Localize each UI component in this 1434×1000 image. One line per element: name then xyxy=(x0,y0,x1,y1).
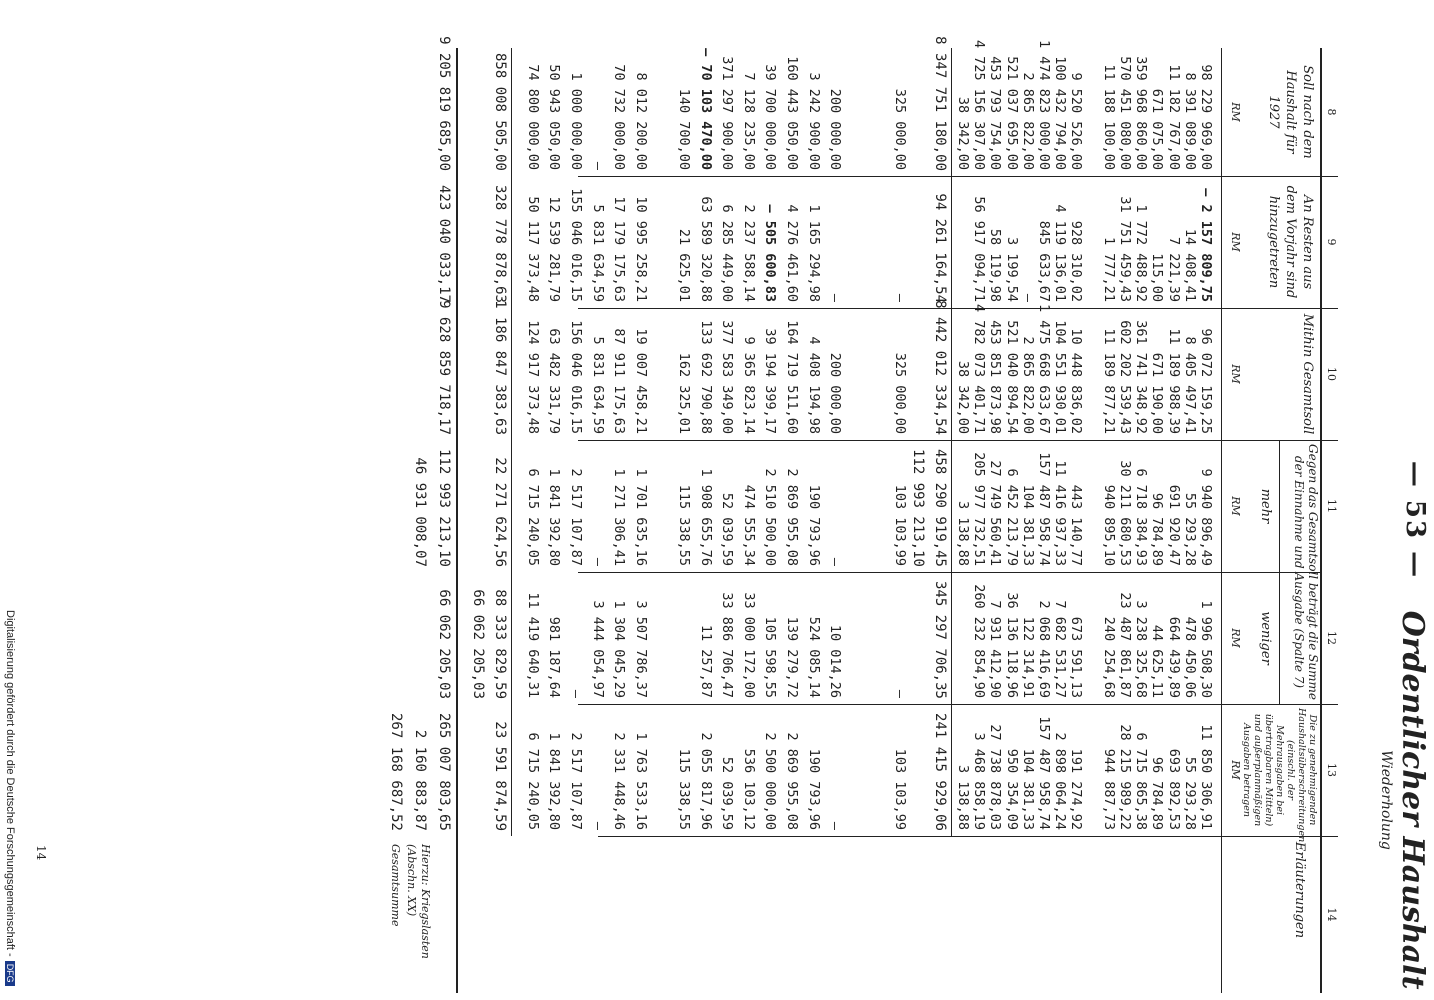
col-divider xyxy=(578,704,1338,705)
grand-total-col13: 265 007 803,65 xyxy=(436,712,452,831)
section-a-col13-cell: 191 274,92 xyxy=(1068,748,1085,830)
section-a-col10-cell: 10 448 836,02 xyxy=(1068,328,1085,434)
section-a-col13-cell: 157 487 958,74 xyxy=(1036,716,1052,830)
section-b-col8-cell: — 70 103 470,00 xyxy=(697,48,714,170)
section-b-col13-cell: 536 103,12 xyxy=(740,748,757,830)
colnum-9: 9 xyxy=(1325,238,1338,246)
section-b-col9-cell: 12 539 281,79 xyxy=(546,196,563,302)
column-number-row xyxy=(1320,48,1338,993)
section-b-col11-cell: 190 793,96 xyxy=(805,484,822,566)
section-b-col12-cell: 10 014,26 xyxy=(827,624,844,698)
section-b-col13-cell: 6 715 240,05 xyxy=(524,732,541,830)
section-b-col11-cell: 1 701 635,16 xyxy=(632,468,649,566)
footnote-gesamt: Gesamtsumme xyxy=(389,844,402,927)
col8-heading: Soll nach dem Haushalt für 1927 xyxy=(1266,65,1315,159)
section-b-col9-cell: 6 285 449,00 xyxy=(719,204,736,302)
section-b-col12-cell: 11 257,87 xyxy=(697,624,714,698)
section-a-col12-cell: 36 136 118,96 xyxy=(1003,592,1020,698)
col-divider xyxy=(578,572,1322,573)
section-b-col12-cell: 33 886 706,47 xyxy=(719,592,736,698)
section-a-col8-cell: 11 188 100,00 xyxy=(1100,64,1117,170)
section-b-col12-cell: 139 279,72 xyxy=(784,616,800,698)
section-a-col8-cell: 671 075,00 xyxy=(1149,88,1166,170)
section-b-col10-cell: 200 000,00 xyxy=(827,352,844,434)
section-b-col13-cell: 103 103,99 xyxy=(892,748,908,830)
section-a-col10-cell: 11 189 988,39 xyxy=(1165,328,1182,434)
section-b-col13-cell: 1 841 392,80 xyxy=(546,732,563,830)
section-a-col8-cell: 1 474 823 000,00 xyxy=(1036,39,1052,170)
subtotal-b-col8: 858 008 505,00 xyxy=(492,52,508,171)
section-a-col10-cell: 96 072 159,25 xyxy=(1198,328,1214,434)
section-a-col13-cell: 11 850 306,91 xyxy=(1198,724,1214,830)
section-b-col9-cell: 1 165 294,98 xyxy=(805,204,822,302)
col13-unit: RM xyxy=(1229,760,1242,780)
grand-total-col12: 66 062 205,03 xyxy=(436,589,452,699)
section-a-col10-cell: 521 040 894,54 xyxy=(1003,320,1020,434)
section-a-col12-cell: 240 254,68 xyxy=(1100,616,1117,698)
section-b-col9-cell: 63 589 320,88 xyxy=(697,196,714,302)
header-rule xyxy=(1221,48,1222,993)
section-a-col12-cell: 23 487 861,87 xyxy=(1117,592,1133,698)
section-b-col13-cell: — xyxy=(827,821,844,830)
colnum-11: 11 xyxy=(1325,499,1338,513)
section-b-col8-cell: 50 943 050,00 xyxy=(546,64,563,170)
section-b-col10-cell: 5 831 634,59 xyxy=(589,336,606,434)
section-a-col9-cell: 58 119,98 xyxy=(987,228,1004,302)
section-a-col8-cell: 8 391 089,00 xyxy=(1181,72,1198,170)
section-a-col10-cell: 2 865 822,00 xyxy=(1019,336,1036,434)
subtotal-a-col8: 8 347 751 180,00 xyxy=(932,36,948,171)
section-a-col11-cell: 6 452 213,79 xyxy=(1003,468,1020,566)
section-b-col11-cell: 1 271 306,41 xyxy=(611,468,628,566)
grand-total-rule xyxy=(456,48,458,993)
section-a-col8-cell: 521 037 695,00 xyxy=(1003,56,1020,170)
section-a-col13-cell: 950 354,09 xyxy=(1003,748,1020,830)
grand-total-col13-sum: 267 168 687,52 xyxy=(388,712,404,831)
col12-unit: RM xyxy=(1229,628,1242,648)
digitization-note xyxy=(4,610,16,1000)
section-b-col13-cell: 2 869 955,08 xyxy=(784,732,800,830)
subtotal-a-rule xyxy=(951,48,952,836)
col14-heading: Erläuterungen xyxy=(1292,841,1307,939)
col9-heading: An Resten aus dem Vorjahr sind hinzugetreten xyxy=(1266,185,1315,299)
section-a-col8-cell: 570 451 080,00 xyxy=(1117,56,1133,170)
col10-heading: Mithin Gesamtsoll xyxy=(1300,313,1315,435)
section-b-col11-cell: 2 869 955,08 xyxy=(784,468,800,566)
subtotal-b-col9: 328 778 878,63 xyxy=(492,184,508,303)
section-a-col9-cell: 928 310,02 xyxy=(1068,220,1085,302)
section-a-col13-cell: 693 892,53 xyxy=(1165,748,1182,830)
page-subtitle: Wiederholung xyxy=(1378,750,1394,850)
section-b-col8-cell: — xyxy=(589,161,606,170)
col-divider xyxy=(578,308,1338,309)
colnum-13: 13 xyxy=(1325,763,1338,777)
section-a-col10-cell: 104 551 930,01 xyxy=(1052,320,1069,434)
section-b-col12-cell: — xyxy=(892,689,908,698)
section-a-col10-cell: 453 851 873,98 xyxy=(987,320,1004,434)
section-a-col9-cell: 3 199,54 xyxy=(1003,236,1020,302)
section-a-col12-cell: 3 238 325,68 xyxy=(1133,600,1150,698)
section-a-col12-cell: 122 314,91 xyxy=(1019,616,1036,698)
section-b-col9-cell: 4 276 461,60 xyxy=(784,204,800,302)
section-b-col9-cell: 21 625,01 xyxy=(676,228,692,302)
section-b-col8-cell: 325 000,00 xyxy=(892,88,908,170)
section-a-col13-cell: 55 293,28 xyxy=(1181,756,1198,830)
section-a-col9-cell: 7 221,39 xyxy=(1165,236,1182,302)
section-a-col9-cell: 845 633,67 xyxy=(1036,220,1052,302)
section-b-col8-cell: 160 443 050,00 xyxy=(784,56,800,170)
section-a-col9-cell: — 2 157 809,75 xyxy=(1198,188,1214,302)
group-heading: Gegen das Gesamtsoll beträgt die Summe der Einnahme und Ausgabe (Spalte 7) xyxy=(1292,444,1320,700)
colnum-14: 14 xyxy=(1325,907,1338,922)
col11-unit: RM xyxy=(1229,496,1242,516)
subtotal-a-diff: 112 993 213,10 xyxy=(910,448,926,567)
section-a-col12-cell: 1 996 508,30 xyxy=(1198,600,1214,698)
section-b-col10-cell: 19 007 458,21 xyxy=(632,328,649,434)
section-b-col10-cell: 39 194 399,17 xyxy=(762,328,779,434)
subtotal-b-col12: 88 333 829,59 xyxy=(492,589,508,699)
section-a-col13-cell: 3 138,88 xyxy=(955,764,971,830)
section-a-col12-cell: 44 625,11 xyxy=(1149,624,1166,698)
section-a-col11-cell: 443 140,77 xyxy=(1068,484,1085,566)
section-b-col10-cell: 162 325,01 xyxy=(676,352,692,434)
section-a-col13-cell: 2 898 064,24 xyxy=(1052,732,1069,830)
section-a-col8-cell: 359 968 860,00 xyxy=(1133,56,1150,170)
section-b-col8-cell: 70 732 000,00 xyxy=(611,64,628,170)
section-a-col11-cell: 96 784,89 xyxy=(1149,492,1166,566)
section-b-col11-cell: 2 510 500,00 xyxy=(762,468,779,566)
section-b-col9-cell: 5 831 634,59 xyxy=(589,204,606,302)
section-a-col8-cell: 100 432 794,00 xyxy=(1052,56,1069,170)
section-a-col10-cell: 8 405 497,41 xyxy=(1181,336,1198,434)
section-b-col8-cell: 3 242 900,00 xyxy=(805,72,822,170)
section-a-col8-cell: 453 793 754,00 xyxy=(987,56,1004,170)
page-mark: 14 xyxy=(34,845,48,861)
section-a-col9-cell: — xyxy=(1019,293,1036,302)
budget-table xyxy=(100,36,1338,993)
section-b-col12-cell: 105 598,55 xyxy=(762,616,779,698)
section-a-col10-cell: 11 189 877,21 xyxy=(1100,328,1117,434)
section-a-col10-cell: 4 782 073 401,71 xyxy=(971,303,988,434)
section-b-col12-cell: 3 444 054,97 xyxy=(589,600,606,698)
section-a-col10-cell: 602 202 539,43 xyxy=(1117,320,1133,434)
section-a-col13-cell: 6 715 865,38 xyxy=(1133,732,1150,830)
section-b-col11-cell: 103 103,99 xyxy=(892,484,908,566)
section-a-col11-cell: 157 487 958,74 xyxy=(1036,452,1052,566)
section-a-col12-cell: 2 068 416,69 xyxy=(1036,600,1052,698)
section-a-col8-cell: 38 342,00 xyxy=(955,96,971,170)
group-rule xyxy=(1279,440,1280,704)
section-b-col11-cell: 1 908 655,76 xyxy=(697,468,714,566)
grand-total-diff: 46 931 008,07 xyxy=(412,457,428,567)
subtotal-a-col9: 94 261 164,54 xyxy=(932,193,948,303)
grand-total-col11: 112 993 213,10 xyxy=(436,448,452,567)
section-b-col8-cell: 1 000 000,00 xyxy=(568,72,584,170)
section-b-col13-cell: 52 039,59 xyxy=(719,756,736,830)
section-b-col8-cell: 8 012 200,00 xyxy=(632,72,649,170)
section-a-col12-cell: 7 931 412,90 xyxy=(987,600,1004,698)
section-b-col11-cell: 2 517 107,87 xyxy=(568,468,584,566)
subtotal-b-col13: 23 591 874,59 xyxy=(492,721,508,831)
section-b-col9-cell: — xyxy=(827,293,844,302)
section-a-col9-cell: 1 772 488,92 xyxy=(1133,204,1150,302)
col-divider xyxy=(578,440,1338,441)
section-b-col8-cell: 74 800 000,00 xyxy=(524,64,541,170)
section-b-col12-cell: — xyxy=(568,689,584,698)
col10-unit: RM xyxy=(1229,364,1242,384)
section-b-col10-cell: 63 482 331,79 xyxy=(546,328,563,434)
section-a-col9-cell: 1 777,21 xyxy=(1100,236,1117,302)
section-b-col10-cell: 9 365 823,14 xyxy=(740,336,757,434)
section-a-col10-cell: 361 741 348,92 xyxy=(1133,320,1150,434)
col11-heading: mehr xyxy=(1258,488,1273,524)
section-a-col13-cell: 944 887,73 xyxy=(1100,748,1117,830)
subtotal-b-col11: 22 271 624,56 xyxy=(492,457,508,567)
col-divider xyxy=(598,836,1338,837)
section-a-col11-cell: 11 416 937,33 xyxy=(1052,460,1069,566)
dfg-logo: DFG xyxy=(5,961,15,986)
section-a-col9-cell: 4 119 136,01 xyxy=(1052,204,1069,302)
section-a-col11-cell: 9 940 896,49 xyxy=(1198,468,1214,566)
section-b-col11-cell: — xyxy=(827,557,844,566)
section-a-col9-cell: 31 751 459,43 xyxy=(1117,196,1133,302)
digitization-text: Digitalisierung gefördert durch die Deutsche Forschungsgemeinschaft - xyxy=(4,610,16,957)
section-b-col13-cell: — xyxy=(589,821,606,830)
section-a-col8-cell: 98 229 969,00 xyxy=(1198,64,1214,170)
col13-heading: Die zu genehmigenden Haushaltsüberschreitungen (einschl. der Mehrausgaben bei übertragbaren Mitteln) und außerplanmäßigen Ausgaben betragen xyxy=(1241,708,1318,843)
section-a-col13-cell: 3 468 858,19 xyxy=(971,732,988,830)
section-a-col11-cell: 3 138,88 xyxy=(955,500,971,566)
section-a-col11-cell: 55 293,28 xyxy=(1181,492,1198,566)
section-b-col13-cell: 2 500 000,00 xyxy=(762,732,779,830)
section-a-col10-cell: 38 342,00 xyxy=(955,360,971,434)
section-a-col9-cell: 14 408,41 xyxy=(1181,228,1198,302)
section-a-col8-cell: 4 725 156 307,00 xyxy=(971,39,988,170)
section-b-col9-cell: 17 179 175,63 xyxy=(611,196,628,302)
section-b-col11-cell: — xyxy=(589,557,606,566)
section-a-col11-cell: 27 749 560,41 xyxy=(987,460,1004,566)
section-b-col13-cell: 2 055 817,96 xyxy=(697,732,714,830)
section-b-col11-cell: 1 841 392,80 xyxy=(546,468,563,566)
section-b-col8-cell: 7 128 235,00 xyxy=(740,72,757,170)
section-a-col11-cell: 6 718 384,93 xyxy=(1133,468,1150,566)
section-b-col13-cell: 2 331 448,46 xyxy=(611,732,628,830)
section-b-col12-cell: 33 000 172,00 xyxy=(740,592,757,698)
section-a-col11-cell: 104 381,33 xyxy=(1019,484,1036,566)
grand-total-col8: 9 205 819 685,00 xyxy=(436,36,452,171)
section-b-col11-cell: 6 715 240,05 xyxy=(524,468,541,566)
section-a-col8-cell: 2 865 822,00 xyxy=(1019,72,1036,170)
section-b-col8-cell: 200 000,00 xyxy=(827,88,844,170)
section-b-col13-cell: 190 793,96 xyxy=(805,748,822,830)
section-b-col13-cell: 115 338,55 xyxy=(676,748,692,830)
subtotal-a-col13: 241 415 929,06 xyxy=(932,712,948,831)
section-a-col13-cell: 96 784,89 xyxy=(1149,756,1166,830)
subtotal-b-col10: 1 186 847 383,63 xyxy=(492,300,508,435)
section-a-col13-cell: 104 381,33 xyxy=(1019,748,1036,830)
section-b-col9-cell: 10 995 258,21 xyxy=(632,196,649,302)
colnum-10: 10 xyxy=(1325,367,1338,381)
section-a-col11-cell: 205 977 732,51 xyxy=(971,452,988,566)
subtotal-b-rule xyxy=(511,48,512,836)
col8-unit: RM xyxy=(1229,102,1242,122)
section-a-col9-cell: 56 917 094,71 xyxy=(971,196,988,302)
section-a-col13-cell: 27 738 878,03 xyxy=(987,724,1004,830)
section-b-col12-cell: 3 507 786,37 xyxy=(632,600,649,698)
grand-total-col10: 9 628 859 718,17 xyxy=(436,300,452,435)
section-a-col10-cell: 1 475 668 633,67 xyxy=(1036,303,1052,434)
section-a-col8-cell: 9 520 526,00 xyxy=(1068,72,1085,170)
section-b-col11-cell: 115 338,55 xyxy=(676,484,692,566)
section-b-col9-cell: 155 046 016,15 xyxy=(568,188,584,302)
section-a-col13-cell: 28 215 989,22 xyxy=(1117,724,1133,830)
section-a-col12-cell: 260 232 854,90 xyxy=(971,584,988,698)
section-b-col10-cell: 156 046 016,15 xyxy=(568,320,584,434)
section-b-col10-cell: 124 917 373,48 xyxy=(524,320,541,434)
page-number: — 53 — xyxy=(1400,460,1430,580)
section-b-col13-cell: 2 517 107,87 xyxy=(568,732,584,830)
section-b-col10-cell: 164 719 511,60 xyxy=(784,320,800,434)
colnum-12: 12 xyxy=(1325,631,1338,645)
section-b-col8-cell: 39 700 000,00 xyxy=(762,64,779,170)
section-b-col9-cell: 50 117 373,48 xyxy=(524,196,541,302)
section-a-col9-cell: 115,00 xyxy=(1149,253,1166,302)
section-b-col10-cell: 325 000,00 xyxy=(892,352,908,434)
section-a-col11-cell: 940 895,10 xyxy=(1100,484,1117,566)
section-a-col10-cell: 671 190,00 xyxy=(1149,352,1166,434)
section-b-col9-cell: — xyxy=(892,293,908,302)
section-a-col12-cell: 478 450,06 xyxy=(1181,616,1198,698)
col9-unit: RM xyxy=(1229,232,1242,252)
section-a-col12-cell: 7 682 531,27 xyxy=(1052,600,1069,698)
section-b-col10-cell: 377 583 349,00 xyxy=(719,320,736,434)
grand-total-col9: 423 040 033,17 xyxy=(436,184,452,303)
section-a-col11-cell: 30 211 680,53 xyxy=(1117,460,1133,566)
section-b-col11-cell: 474 555,34 xyxy=(740,484,757,566)
page-title: Ordentlicher Haushalt xyxy=(1395,610,1430,990)
section-b-col8-cell: 371 297 900,00 xyxy=(719,56,736,170)
section-b-col10-cell: 4 408 194,98 xyxy=(805,336,822,434)
section-a-col11-cell: 691 920,47 xyxy=(1165,484,1182,566)
section-b-col12-cell: 1 304 045,29 xyxy=(611,600,628,698)
subtotal-b-diff: 66 062 205,03 xyxy=(470,589,486,699)
subtotal-a-col11: 458 290 919,45 xyxy=(932,448,948,567)
colnum-8: 8 xyxy=(1325,108,1338,116)
section-b-col9-cell: — 505 600,83 xyxy=(762,204,779,302)
col-divider xyxy=(578,176,1338,177)
col12-heading: weniger xyxy=(1258,611,1273,665)
section-a-col12-cell: 664 439,89 xyxy=(1165,616,1182,698)
section-b-col11-cell: 52 039,59 xyxy=(719,492,736,566)
section-b-col10-cell: 133 692 790,88 xyxy=(697,320,714,434)
section-b-col8-cell: 140 700,00 xyxy=(676,88,692,170)
section-b-col12-cell: 524 085,14 xyxy=(805,616,822,698)
section-a-col12-cell: 673 591,13 xyxy=(1068,616,1085,698)
section-b-col12-cell: 11 419 640,31 xyxy=(524,592,541,698)
section-b-col12-cell: 981 187,64 xyxy=(546,616,563,698)
section-b-col10-cell: 87 911 175,63 xyxy=(611,328,628,434)
subtotal-a-col10: 8 442 012 334,54 xyxy=(932,300,948,435)
section-b-col9-cell: 2 237 588,14 xyxy=(740,204,757,302)
footnote-hierzu: Hierzu: Kriegslasten (Abschn. XX) xyxy=(405,844,432,959)
grand-total-col13-extra: 2 160 883,87 xyxy=(412,729,428,831)
section-b-col13-cell: 1 763 533,16 xyxy=(632,732,649,830)
subtotal-a-col12: 345 297 706,35 xyxy=(932,580,948,699)
section-a-col8-cell: 11 182 767,00 xyxy=(1165,64,1182,170)
